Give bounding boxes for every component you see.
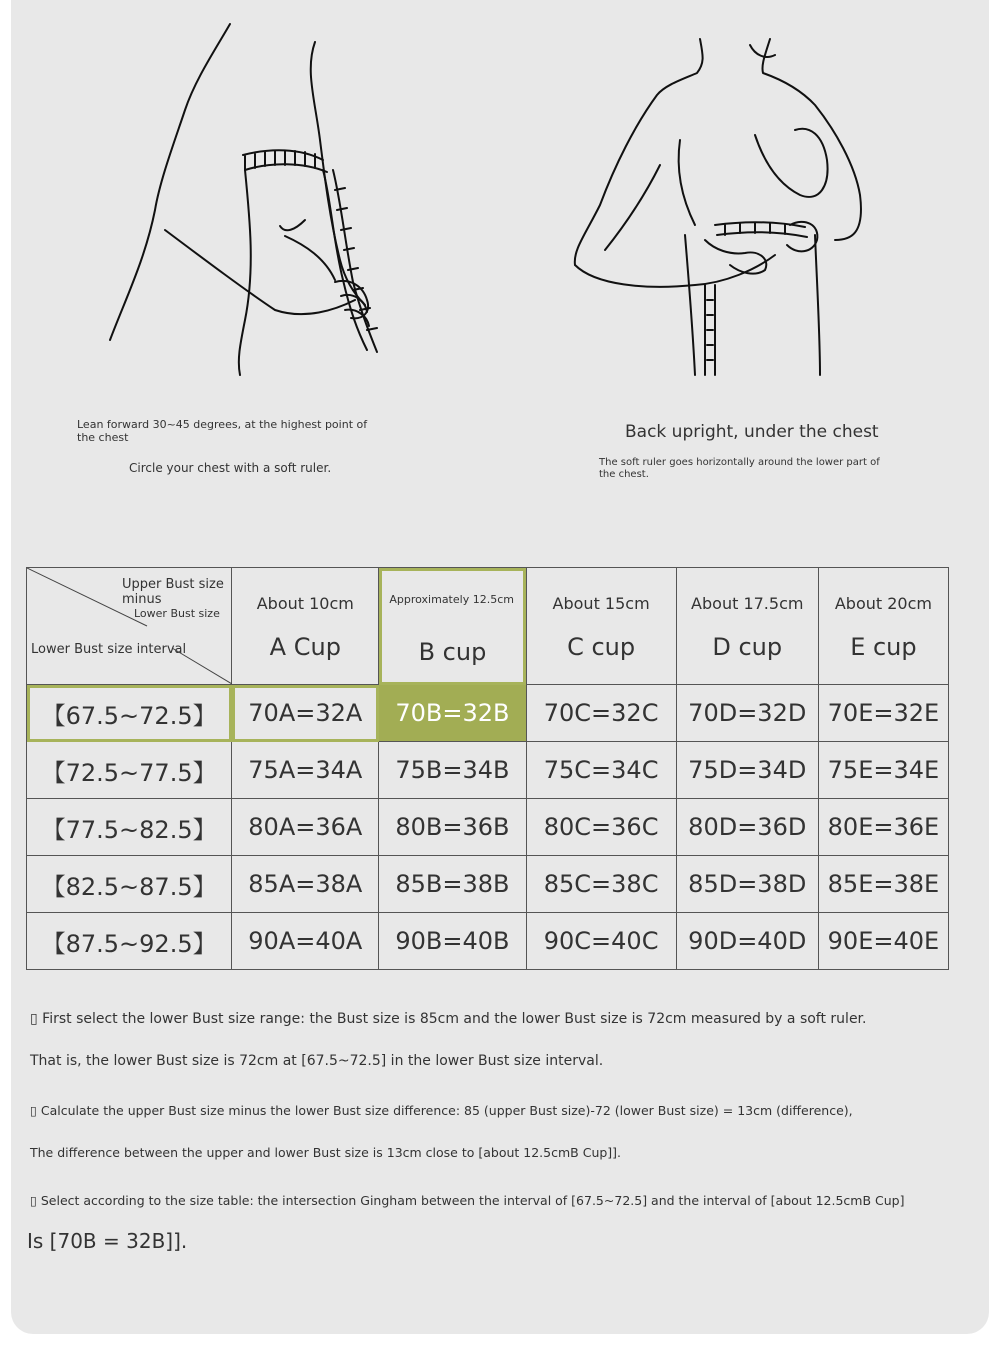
- column-cup: A Cup: [269, 632, 341, 661]
- upright-under-chest-illustration: [565, 35, 875, 380]
- size-cell: 90E=40E: [818, 913, 948, 970]
- size-cell: 85E=38E: [818, 856, 948, 913]
- right-caption-1: Back upright, under the chest: [625, 422, 879, 442]
- column-cup: E cup: [850, 632, 917, 661]
- table-header-row: [27, 568, 949, 685]
- step-1-text: ▯ First select the lower Bust size range: the Bust size is 85cm and the lower Bust size is 72cm measured by a soft ruler.: [30, 1011, 867, 1027]
- result-text: Is [70B = 32B]].: [27, 1229, 188, 1253]
- size-cell: 70E=32E: [818, 685, 948, 742]
- size-cell: 85A=38A: [232, 856, 379, 913]
- column-header-e: [818, 568, 948, 685]
- size-cell: 80C=36C: [526, 799, 676, 856]
- range-cell: 【87.5~92.5】: [27, 913, 232, 970]
- lean-forward-illustration: [105, 20, 395, 380]
- size-cell: 80E=36E: [818, 799, 948, 856]
- column-header-d: [676, 568, 818, 685]
- size-cell: 90A=40A: [232, 913, 379, 970]
- corner-label-minus: Lower Bust size: [134, 607, 220, 620]
- size-cell: 85D=38D: [676, 856, 818, 913]
- step-1-detail: That is, the lower Bust size is 72cm at [67.5~72.5] in the lower Bust size interval.: [30, 1053, 604, 1069]
- step-2-detail: The difference between the upper and lower Bust size is 13cm close to [about 12.5cmB Cup]].: [30, 1145, 622, 1160]
- column-approx: About 20cm: [834, 593, 932, 613]
- size-cell: 85B=38B: [379, 856, 526, 913]
- column-header-a: [232, 568, 379, 685]
- range-cell: 【67.5~72.5】: [27, 685, 232, 742]
- size-cell: 75B=34B: [379, 742, 526, 799]
- column-header-b: [379, 568, 526, 685]
- table-corner-cell: [27, 568, 232, 685]
- size-cell: 75C=34C: [526, 742, 676, 799]
- column-approx: Approximately 12.5cm: [389, 593, 514, 606]
- column-approx: About 17.5cm: [691, 593, 804, 613]
- size-cell: 75D=34D: [676, 742, 818, 799]
- column-approx: About 10cm: [256, 593, 354, 613]
- table-row: [27, 913, 949, 970]
- table-row: [27, 685, 949, 742]
- right-caption-2: The soft ruler goes horizontally around the lower part of the chest.: [599, 457, 880, 480]
- size-cell: 70C=32C: [526, 685, 676, 742]
- size-cell: 80B=36B: [379, 799, 526, 856]
- size-cell: 90C=40C: [526, 913, 676, 970]
- table-row: [27, 742, 949, 799]
- step-2-text: ▯ Calculate the upper Bust size minus the lower Bust size difference: 85 (upper Bust size)-72 (lower Bust size) = 13cm (difference),: [30, 1103, 853, 1118]
- table-row: [27, 856, 949, 913]
- column-header-c: [526, 568, 676, 685]
- size-cell: 80A=36A: [232, 799, 379, 856]
- left-caption-1: Lean forward 30~45 degrees, at the highest point of the chest: [77, 418, 368, 444]
- size-table: [26, 567, 949, 970]
- size-cell: 75A=34A: [232, 742, 379, 799]
- size-cell: 75E=34E: [818, 742, 948, 799]
- range-cell: 【82.5~87.5】: [27, 856, 232, 913]
- column-cup: B cup: [418, 638, 487, 666]
- size-cell: 70A=32A: [232, 685, 379, 742]
- size-cell: 90B=40B: [379, 913, 526, 970]
- size-cell: 80D=36D: [676, 799, 818, 856]
- range-cell: 【77.5~82.5】: [27, 799, 232, 856]
- corner-label-lower: Lower Bust size interval: [31, 642, 187, 657]
- column-cup: D cup: [712, 632, 783, 661]
- size-cell-highlight: 70B=32B: [379, 685, 526, 742]
- column-approx: About 15cm: [552, 593, 650, 613]
- step-3-text: ▯ Select according to the size table: the intersection Gingham between the interval of [67.5~72.5] and the interval of [about 12.5cmB Cup]: [30, 1193, 905, 1208]
- range-cell: 【72.5~77.5】: [27, 742, 232, 799]
- size-cell: 70D=32D: [676, 685, 818, 742]
- left-caption-2: Circle your chest with a soft ruler.: [129, 461, 332, 475]
- corner-label-upper: Upper Bust size minus: [122, 577, 224, 607]
- column-cup: C cup: [567, 632, 636, 661]
- table-row: [27, 799, 949, 856]
- size-cell: 90D=40D: [676, 913, 818, 970]
- size-cell: 85C=38C: [526, 856, 676, 913]
